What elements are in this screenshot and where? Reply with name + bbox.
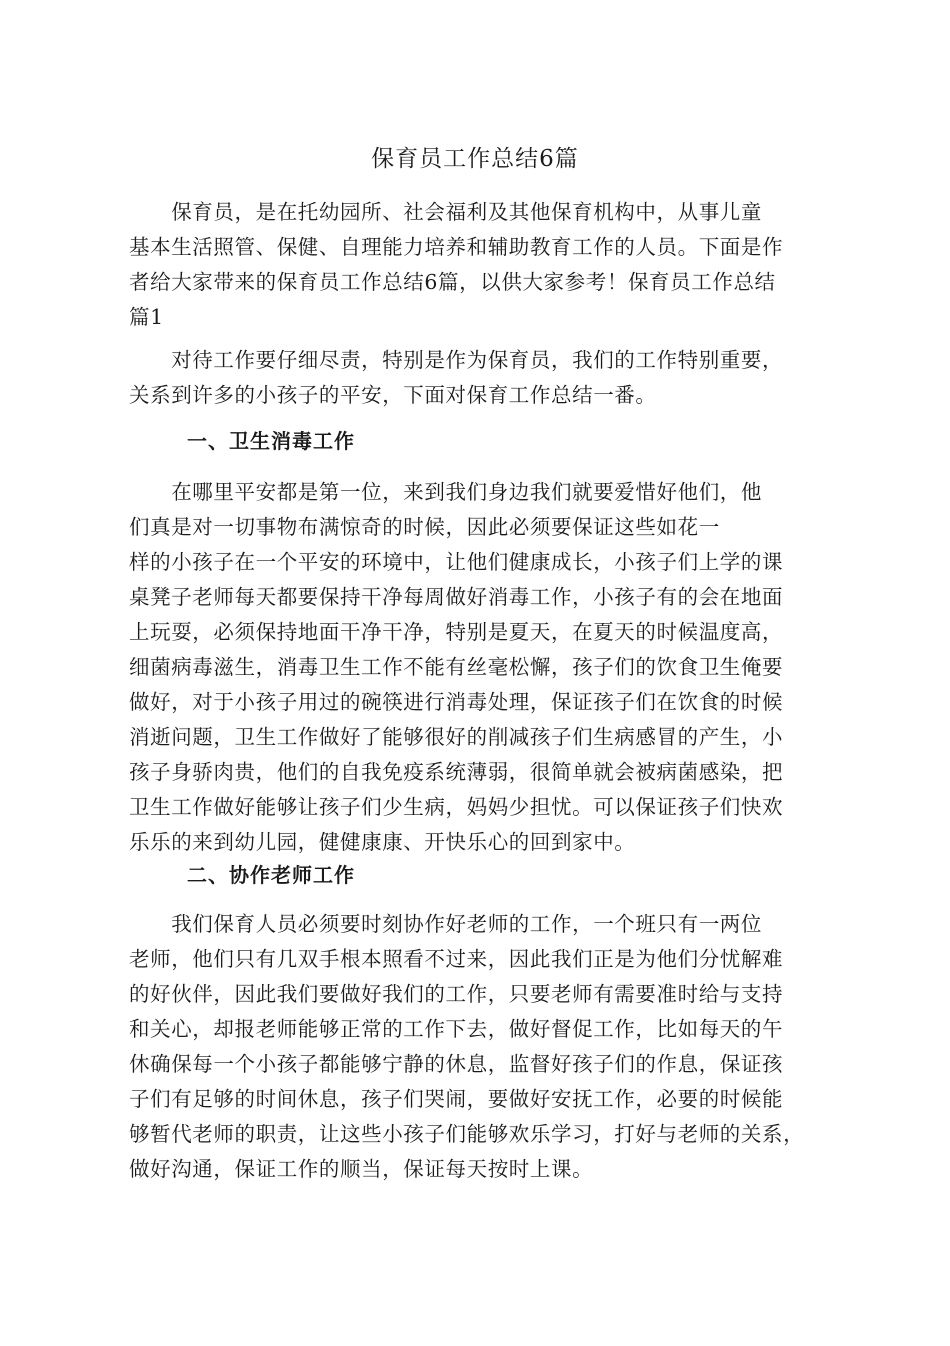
intro-paragraph [129,195,849,335]
paragraph-line: 篇1 [129,305,164,329]
paragraph-line: 对待工作要仔细尽责，特别是作为保育员，我们的工作特别重要， [129,348,784,372]
section-heading-1: 一、卫生消毒工作 [187,429,355,453]
paragraph-line: 乐乐的来到幼儿园，健健康康、开快乐心的回到家中。 [129,830,636,854]
paragraph-line: 们真是对一切事物布满惊奇的时候，因此必须要保证这些如花一 [129,515,720,539]
paragraph-line: 老师，他们只有几双手根本照看不过来，因此我们正是为他们分忧解难 [129,947,784,971]
paragraph-line: 桌凳子老师每天都要保持干净每周做好消毒工作，小孩子有的会在地面 [129,585,784,609]
paragraph-line: 休确保每一个小孩子都能够宁静的休息，监督好孩子们的作息，保证孩 [129,1052,784,1076]
paragraph-line: 够暂代老师的职责，让这些小孩子们能够欢乐学习，打好与老师的关系， [129,1122,805,1146]
paragraph-line: 我们保育人员必须要时刻协作好老师的工作，一个班只有一两位 [129,912,762,936]
section-1-body [129,475,849,860]
section-heading-2: 二、协作老师工作 [187,863,355,887]
paragraph-line: 子们有足够的时间休息，孩子们哭闹，要做好安抚工作，必要的时候能 [129,1087,784,1111]
paragraph-line: 孩子身骄肉贵，他们的自我免疫系统薄弱，很简单就会被病菌感染，把 [129,760,784,784]
paragraph-line: 样的小孩子在一个平安的环境中，让他们健康成长，小孩子们上学的课 [129,550,784,574]
paragraph-line: 上玩耍，必须保持地面干净干净，特别是夏天，在夏天的时候温度高， [129,620,784,644]
paragraph-line: 者给大家带来的保育员工作总结6篇，以供大家参考！保育员工作总结 [129,270,776,294]
paragraph-line: 保育员，是在托幼园所、社会福利及其他保育机构中，从事儿童 [129,200,762,224]
paragraph-line: 关系到许多的小孩子的平安，下面对保育工作总结一番。 [129,383,657,407]
paragraph-line: 在哪里平安都是第一位，来到我们身边我们就要爱惜好他们，他 [129,480,762,504]
paragraph-line: 卫生工作做好能够让孩子们少生病，妈妈少担忧。可以保证孩子们快欢 [129,795,784,819]
paragraph-line: 消逝问题，卫生工作做好了能够很好的削减孩子们生病感冒的产生，小 [129,725,784,749]
paragraph-line: 细菌病毒滋生，消毒卫生工作不能有丝毫松懈，孩子们的饮食卫生俺要 [129,655,784,679]
paragraph-line: 基本生活照管、保健、自理能力培养和辅助教育工作的人员。下面是作 [129,235,784,259]
section-2-body [129,907,849,1187]
document-title: 保育员工作总结6篇 [371,146,579,172]
paragraph-line: 和关心，却报老师能够正常的工作下去，做好督促工作，比如每天的午 [129,1017,784,1041]
paragraph-line: 做好，对于小孩子用过的碗筷进行消毒处理，保证孩子们在饮食的时候 [129,690,784,714]
paragraph-line: 的好伙伴，因此我们要做好我们的工作，只要老师有需要准时给与支持 [129,982,784,1006]
paragraph-line: 做好沟通，保证工作的顺当，保证每天按时上课。 [129,1157,594,1181]
paragraph-1 [129,343,849,413]
